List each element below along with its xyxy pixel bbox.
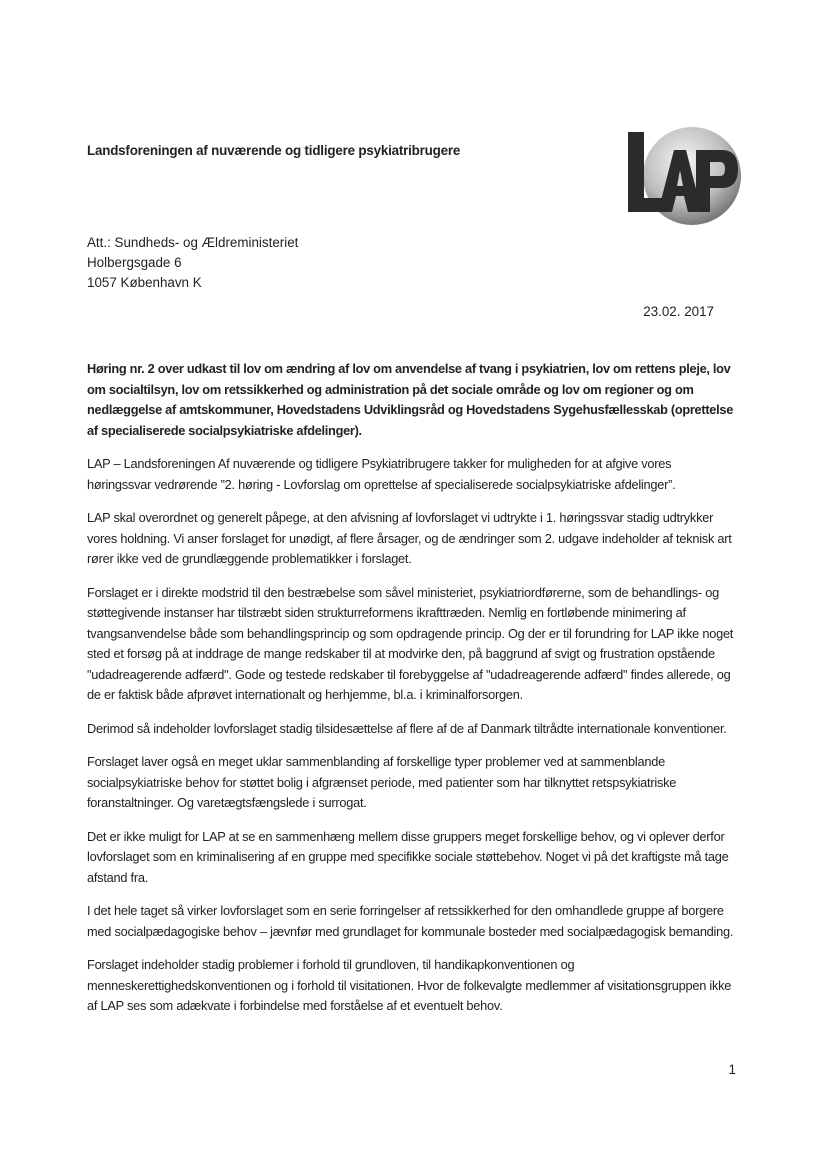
body-paragraph: LAP skal overordnet og generelt påpege, at den afvisning af lovforslaget vi udtrykte i 1. høringssvar stadig udtrykker vores holdning. Vi anser forslaget for unødigt, af flere årsager, og de ændringer som 2. udgave indeholder af teknisk art rører ikke ved de grundlæggende problematikker i forslaget. (87, 510, 732, 566)
body-paragraph: I det hele taget så virker lovforslaget som en serie forringelser af retssikkerhed for den omhandlede gruppe af borgere med socialpædagogiske behov – jævnfør med grundlaget for kommunale bosteder med socialpædagogisk bemanding. (87, 903, 734, 939)
recipient-city: 1057 København K (87, 275, 202, 290)
letter-subject: Høring nr. 2 over udkast til lov om ændring af lov om anvendelse af tvang i psykiatrien, lov om rettens pleje, lov om socialtilsyn, lov om retssikkerhed og administration på det sociale område og lov om regioner og om nedlæggelse af amtskommuner, Hovedstadens Udviklingsråd og Hovedstadens Sygehusfællesskab (oprettelse af specialiserede socialpsykiatriske afdelinger). (87, 361, 734, 438)
recipient-address (87, 233, 298, 293)
body-paragraph: LAP – Landsforeningen Af nuværende og tidligere Psykiatribrugere takker for muligheden for at afgive vores høringssvar vedrørende ”2. høring - Lovforslag om oprettelse af specialiserede socialpsykiatriske afdelinger”. (87, 456, 676, 492)
body-paragraph: Derimod så indeholder lovforslaget stadig tilsidesættelse af flere af de af Danmark tiltrådte internationale konventioner. (87, 720, 727, 736)
lap-logo (624, 120, 742, 230)
page-number: 1 (728, 1062, 736, 1077)
body-paragraph: Forslaget er i direkte modstrid til den bestræbelse som såvel ministeriet, psykiatriordførerne, som de behandlings- og støttegivende instanser har tilstræbt siden strukturreformens ikrafttræden. Nemlig en fortløbende minimering af tvangsanvendelse både som behandlingsprincip og som opdragende princip. Og der er til forundring for LAP ikke noget sted et forsøg på at inddrage de mange redskaber til at modvirke den, på baggrund af svigt og frustration opstående "udadreagerende adfærd". Gode og testede redskaber til forebyggelse af "udadreagerende adfærd" findes allerede, og de er faktisk både afprøvet internationalt og herhjemme, bl.a. i kriminalforsorgen. (87, 584, 734, 702)
body-paragraph: Forslaget indeholder stadig problemer i forhold til grundloven, til handikapkonventionen og menneskerettighedskonventionen og i forhold til visitationen. Hvor de folkevalgte medlemmer af visitationsgruppen ikke af LAP ses som adækvate i forbindelse med forståelse af et eventuelt behov. (87, 957, 732, 1013)
recipient-street: Holbergsgade 6 (87, 255, 182, 270)
body-paragraph: Forslaget laver også en meget uklar sammenblanding af forskellige typer problemer ved at sammenblande socialpsykiatriske behov for støttet bolig i afgrænset periode, med patienter som har tilknyttet retspsykiatriske foranstaltninger. Og varetægtsfængslede i surrogat. (87, 754, 677, 810)
letter-body (87, 359, 737, 1030)
organization-name: Landsforeningen af nuværende og tidligere psykiatribrugere (87, 143, 461, 158)
letter-date: 23.02. 2017 (643, 304, 714, 319)
body-paragraph: Det er ikke muligt for LAP at se en sammenhæng mellem disse gruppers meget forskellige behov, og vi oplever derfor lovforslaget som en kriminalisering af en gruppe med specifikke sociale støttebehov. Noget vi på det kraftigste må tage afstand fra. (87, 828, 729, 885)
recipient-att: Att.: Sundheds- og Ældreministeriet (87, 235, 299, 250)
